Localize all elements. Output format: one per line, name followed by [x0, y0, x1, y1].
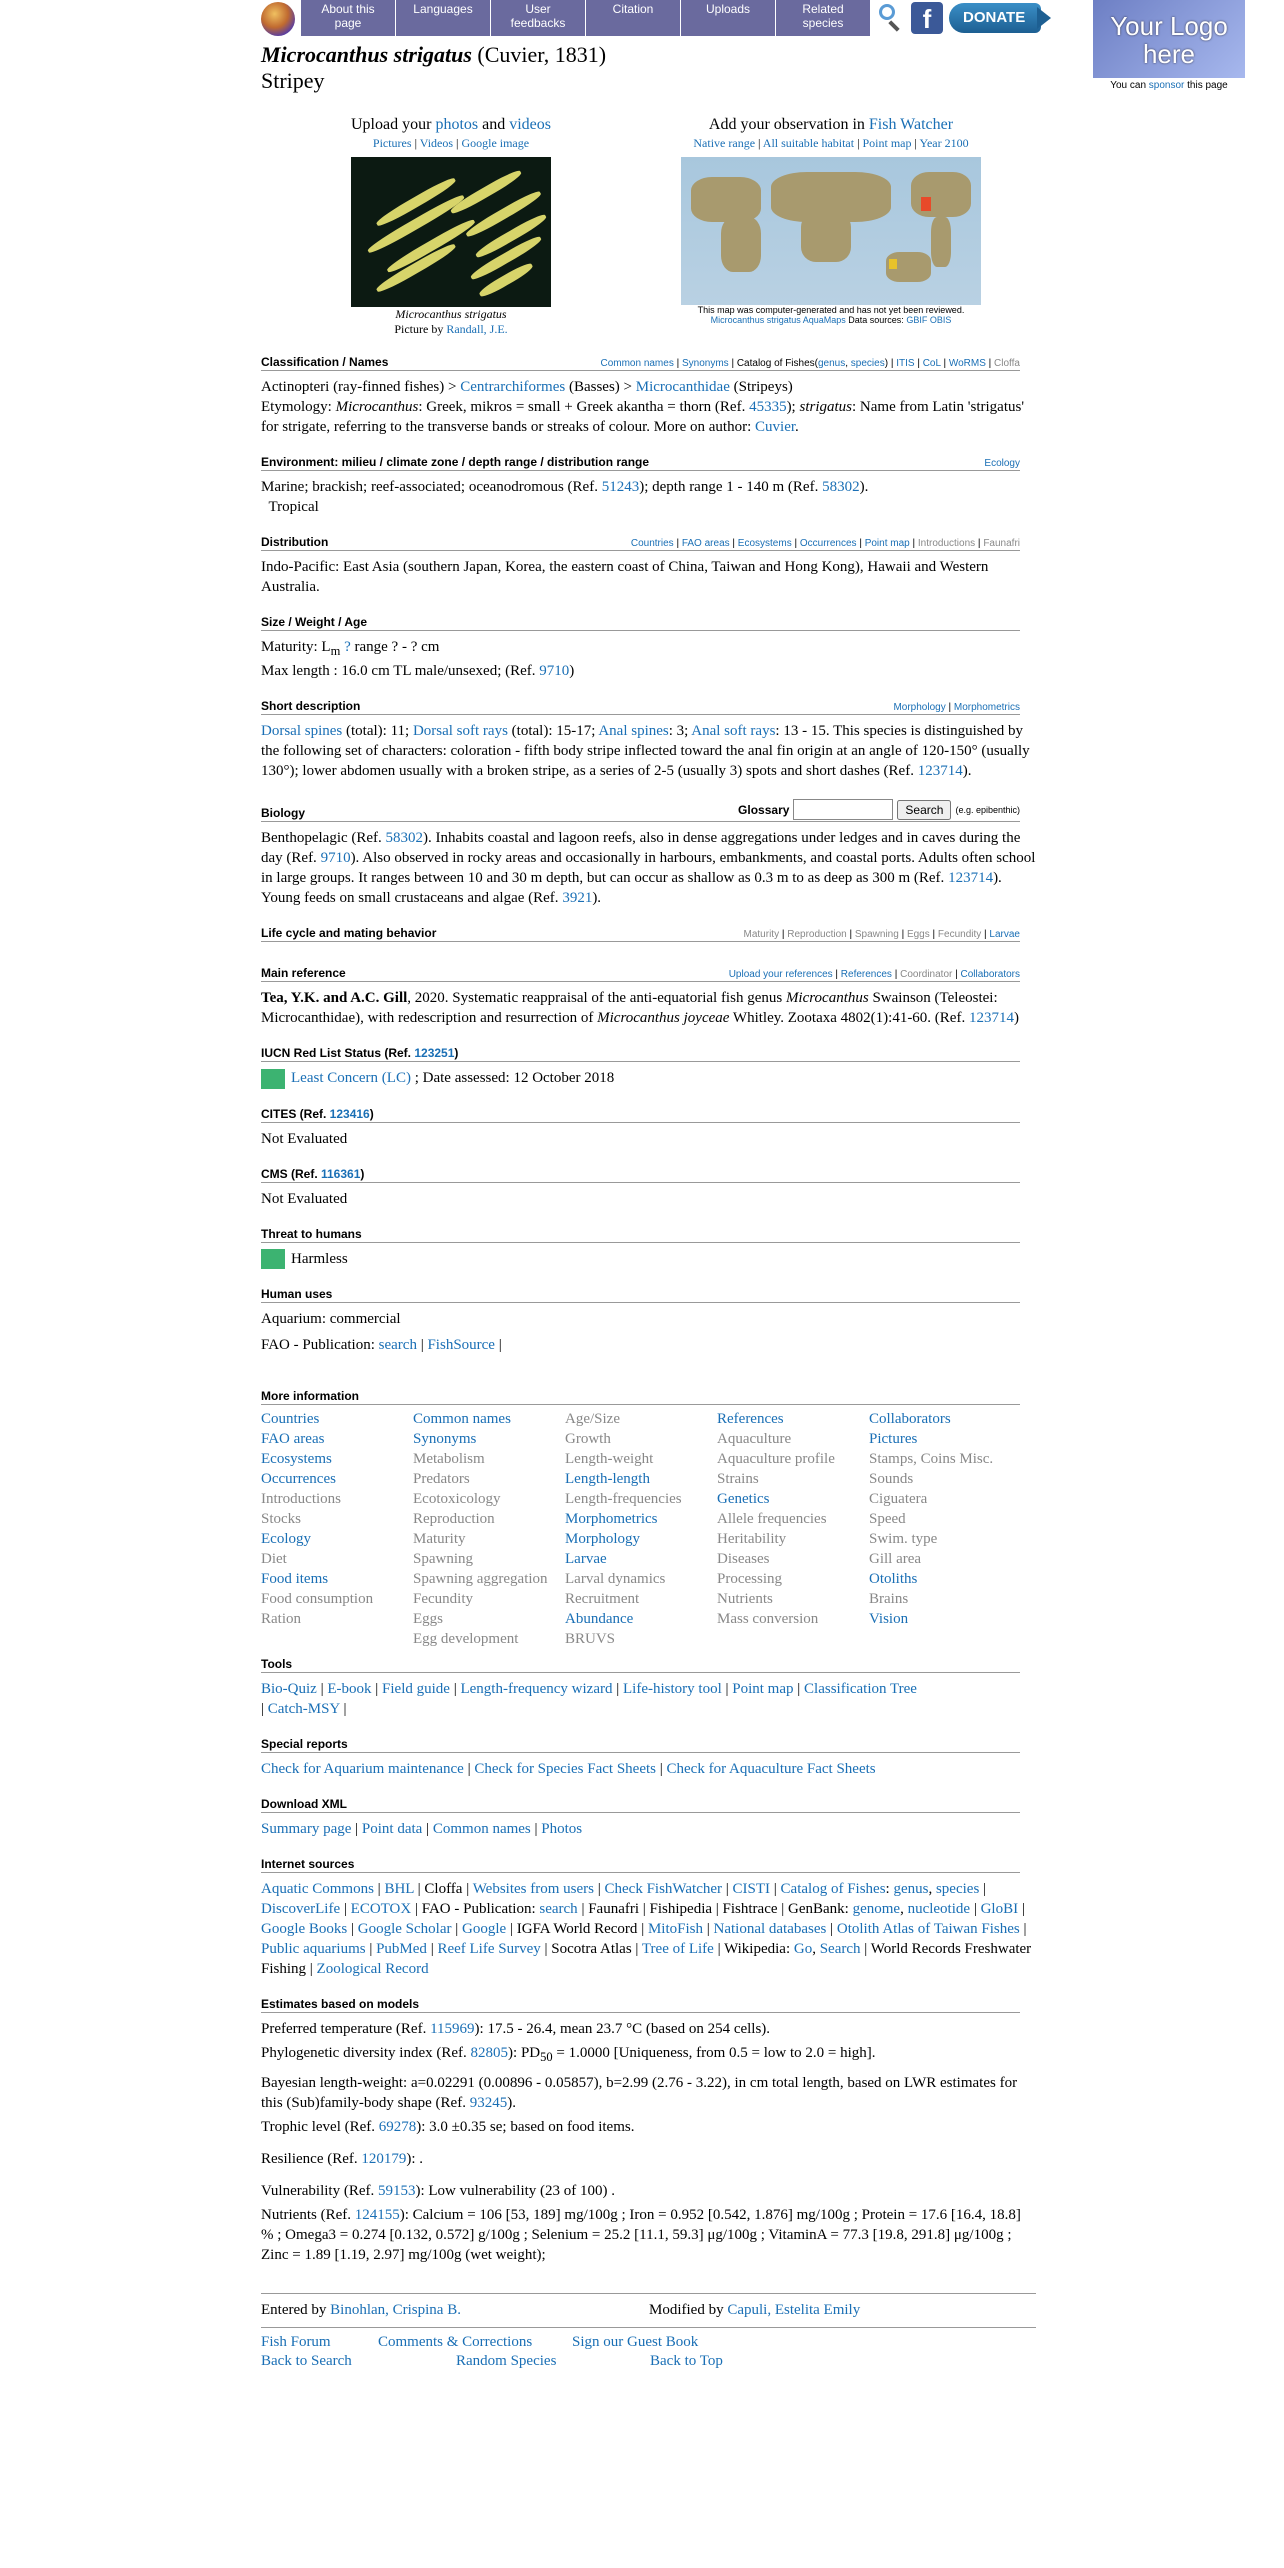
videos-link[interactable]: Videos — [419, 136, 454, 150]
more-info-column — [413, 1409, 565, 1649]
iucn-section: IUCN Red List Status (Ref. 123251) Least Concern (LC) ; Date assessed: 12 October 2018 — [261, 1046, 1021, 1089]
scientific-name: Microcanthus strigatus — [261, 42, 472, 67]
more-info-item: Aquaculture — [717, 1431, 792, 1448]
harmless-swatch — [261, 1249, 285, 1269]
main-reference-section: Main reference Upload your references | References | Coordinator | Collaborators Tea, Y.K. and A.C. Gill, 2020. Systematic reappraisal of the anti-equatorial fish genus Microcanthus Swainson (Teleostei: Microcanthidae), with redescription and resurrection of Microcanthus joyceae Whitley. Zootaxa 4802(1):41-60. (Ref. 123714) — [261, 966, 1020, 1026]
tools-section: Tools Bio-Quiz | E-book | Field guide | Length-frequency wizard | Life-history tool | Point map | Classification Tree | Catch-MSY | — [261, 1657, 1021, 1719]
random-species-link[interactable]: Random Species — [456, 2353, 557, 2370]
more-info-item: Diseases — [717, 1551, 770, 1568]
more-info-item: Ciguatera — [869, 1491, 928, 1508]
cites-section: CITES (Ref. 123416) Not Evaluated — [261, 1107, 1021, 1149]
more-info-item: Introductions — [261, 1491, 341, 1508]
status-swatch — [261, 1069, 285, 1089]
globe-icon[interactable] — [261, 2, 295, 36]
more-info-item[interactable]: FAO areas — [261, 1431, 325, 1448]
more-info-item[interactable]: Collaborators — [869, 1411, 951, 1428]
family-link[interactable]: Microcanthidae — [635, 379, 730, 395]
size-section: Size / Weight / Age Maturity: $L_m$ ? range ? - ? cm Max length : 16.0 cm TL male/unsexed; (Ref. 9710) — [261, 615, 1021, 681]
map-note: This map was computer-generated and has not yet been reviewed. — [697, 305, 965, 315]
more-info-item: Ration — [261, 1611, 301, 1628]
more-info-item: Larval dynamics — [565, 1571, 666, 1588]
estimates-section: Estimates based on models Preferred temperature (Ref. 115969): 17.5 - 26.4, mean 23.7 °C (based on 254 cells). Phylogenetic diversity index (Ref. 82805): $PD_{50} = 1.0000$ [Uniqueness, from 0.5 = low to 2.0 = high]. Bayesian length-weight: a=0.02291 (0.00896 - 0.05857), b=2.99 (2.76 - 3.22), in cm total length, based on LWR estimates for this (Sub)family-body shape (Ref. 93245). Trophic level (Ref. 69278): 3.0 ±0.35 se; based on food items. Resilience (Ref. 120179): . Vulnerability (Ref. 59153): Low vulnerability (23 of 100) . Nutrients (Ref. 124155): Calcium = 106 [53, 189] mg/100g ; Iron = 0.952 [0.542, 1.876] mg/100g ; Protein = 17.6 [16.4, 18.8] % ; Omega3 = 0.274 [0.132, 0.572] g/100g ; Selenium = 25.2 [11.1, 59.3] μg/100g ; VitaminA = 77.3 [19.8, 291.8] μg/100g ; Zinc = 1.89 [1.19, 2.97] mg/100g (wet weight); — [261, 1997, 1021, 2264]
author-link[interactable]: Cuvier — [755, 419, 796, 435]
fish-watcher-link[interactable]: Fish Watcher — [868, 116, 954, 133]
sponsor-note: You can sponsor this page — [1110, 80, 1228, 91]
classification-section: Classification / Names Common names | Synonyms | Catalog of Fishes(genus, species) | ITIS | CoL | WoRMS | Cloffa Actinopteri (ray-finned fishes) > Centrarchiformes (Basses) > Microcanthidae (Stripeys) Etymology: Microcanthus: Greek, mikros = small + Greek akantha = thorn (Ref. 45335); strigatus: Name from Latin 'strigatus' for strigate, referring to the transverse bands or streaks of colour. More on author: Cuvier. — [261, 355, 1025, 435]
species-photo[interactable] — [351, 157, 551, 307]
more-info-item: Stocks — [261, 1511, 302, 1528]
species-summary — [261, 42, 1036, 2370]
back-to-top-link[interactable]: Back to Top — [650, 2353, 723, 2370]
nav-related-species[interactable]: Related species — [776, 0, 871, 36]
more-info-item: Length-frequencies — [565, 1491, 682, 1508]
more-info-item[interactable]: Larvae — [565, 1551, 607, 1568]
more-info-item: Metabolism — [413, 1451, 485, 1468]
more-info-item[interactable]: Morphometrics — [565, 1511, 658, 1528]
more-info-item: Food consumption — [261, 1591, 374, 1608]
more-info-column — [261, 1409, 413, 1649]
ecology-link[interactable]: Ecology — [984, 458, 1020, 469]
more-info-item[interactable]: Occurrences — [261, 1471, 336, 1488]
back-to-search-link[interactable]: Back to Search — [261, 2353, 352, 2370]
nav-languages[interactable]: Languages — [396, 0, 491, 36]
more-info-item: Stamps, Coins Misc. — [869, 1451, 994, 1468]
more-info-item: Brains — [869, 1591, 909, 1608]
data-sources-link[interactable]: GBIF OBIS — [906, 315, 952, 325]
nav-citation[interactable]: Citation — [586, 0, 681, 36]
more-info-item: Swim. type — [869, 1531, 938, 1548]
entered-by-link[interactable]: Binohlan, Crispina B. — [330, 2302, 461, 2319]
more-info-item[interactable]: Ecosystems — [261, 1451, 332, 1468]
more-info-item: Fecundity — [413, 1591, 473, 1608]
more-info-column — [717, 1409, 869, 1649]
common-name: Stripey — [261, 68, 325, 93]
synonyms-link[interactable]: Synonyms — [681, 358, 729, 369]
more-info-section: More information Countries FAO areas Ecosystems Occurrences Introductions Stocks Ecology Diet Food items Food consumption Ration Common names Synonyms Metabolism Predators Ecotoxicology Reproduction Maturity Spawning Spawning aggregation Fecundity Eggs Egg development Age/Size Growth Length-weight Length-length Length-frequencies Morphometrics Morphology Larvae Larval dynamics Recruitment Abundance BRUVS References Aquaculture Aquaculture profile Strains Genetics Allele frequencies Heritability Diseases Processing Nutrients Mass conversion Collaborators Pictures Stamps, Coins Misc. Sounds Ciguatera Speed Swim. type Gill area Otoliths Brains Vision — [261, 1389, 1021, 1649]
more-info-item: Predators — [413, 1471, 470, 1488]
photo-author-link[interactable]: Randall, J.E. — [446, 322, 508, 336]
life-cycle-section: Life cycle and mating behavior Maturity | Reproduction | Spawning | Eggs | Fecundity | Larvae — [261, 926, 1020, 940]
more-info-item[interactable]: Otoliths — [869, 1571, 918, 1588]
more-info-item[interactable]: Pictures — [869, 1431, 918, 1448]
more-info-item[interactable]: Genetics — [717, 1491, 770, 1508]
internet-sources-section: Internet sources Aquatic Commons | BHL | Cloffa | Websites from users | Check FishWatcher | CISTI | Catalog of Fishes: genus, species | DiscoverLife | ECOTOX | FAO - Publication: search | Faunafri | Fishipedia | Fishtrace | GenBank: genome, nucleotide | GloBI | Google Books | Google Scholar | Google | IGFA World Record | MitoFish | National databases | Otolith Atlas of Taiwan Fishes | Public aquariums | PubMed | Reef Life Survey | Socotra Atlas | Tree of Life | Wikipedia: Go, Search | World Records Freshwater Fishing | Zoological Record — [261, 1857, 1032, 1978]
more-info-item[interactable]: Common names — [413, 1411, 511, 1428]
more-info-item: Diet — [261, 1551, 287, 1568]
cms-section: CMS (Ref. 116361) Not Evaluated — [261, 1167, 1021, 1209]
more-info-item: Aquaculture profile — [717, 1451, 835, 1468]
more-info-item: Spawning — [413, 1551, 473, 1568]
more-info-grid — [261, 1409, 1021, 1649]
more-info-item: Gill area — [869, 1551, 922, 1568]
distribution-section: Distribution Countries | FAO areas | Ecosystems | Occurrences | Point map | Introductions | Faunafri Indo-Pacific: East Asia (southern Japan, Korea, the eastern coast of China, Taiwan and Hong Kong), Hawaii and Western Australia. — [261, 535, 1020, 595]
page-footer: Entered by Binohlan, Crispina B. Modified by Capuli, Estelita Emily Fish Forum Comments & Corrections Sign our Guest Book Back to Search Random Species Back to Top — [261, 2293, 1021, 2370]
native-range-link[interactable]: Native range — [693, 136, 756, 150]
modified-by-link[interactable]: Capuli, Estelita Emily — [727, 2302, 861, 2319]
more-info-item[interactable]: Countries — [261, 1411, 320, 1428]
glossary-input[interactable] — [793, 799, 893, 820]
suitable-habitat-link[interactable]: All suitable habitat — [762, 136, 855, 150]
more-info-column — [869, 1409, 1021, 1649]
more-info-item: Processing — [717, 1571, 782, 1588]
more-info-item: BRUVS — [565, 1631, 616, 1648]
more-info-item: Reproduction — [413, 1511, 495, 1528]
more-info-item: Heritability — [717, 1531, 787, 1548]
nav-about[interactable]: About this page — [301, 0, 396, 36]
distribution-map[interactable] — [681, 157, 981, 305]
nav-user-feedbacks[interactable]: User feedbacks — [491, 0, 586, 36]
nav-uploads[interactable]: Uploads — [681, 0, 776, 36]
fish-forum-link[interactable]: Fish Forum — [261, 2334, 331, 2351]
human-uses-section: Human uses Aquarium: commercial FAO - Publication: search | FishSource | — [261, 1287, 1021, 1355]
more-info-item: Maturity — [413, 1531, 466, 1548]
more-info-item: Speed — [869, 1511, 906, 1528]
point-map-link[interactable]: Point map — [862, 136, 912, 150]
more-info-item: Ecotoxicology — [413, 1491, 501, 1508]
google-image-link[interactable]: Google image — [461, 136, 530, 150]
year-2100-link[interactable]: Year 2100 — [919, 136, 969, 150]
pictures-link[interactable]: Pictures — [372, 136, 412, 150]
more-info-item: Length-weight — [565, 1451, 654, 1468]
species-author: (Cuvier, 1831) — [477, 42, 607, 67]
upload-photos-link[interactable]: photos — [435, 116, 479, 133]
more-info-item: Spawning aggregation — [413, 1571, 548, 1588]
upload-videos-link[interactable]: videos — [509, 116, 551, 133]
more-info-item: Mass conversion — [717, 1611, 819, 1628]
more-info-item: Recruitment — [565, 1591, 640, 1608]
sponsor-logo-placeholder[interactable]: Your Logo here — [1093, 0, 1245, 78]
short-description-section: Short description Morphology | Morphometrics Dorsal spines (total): 11; Dorsal soft rays (total): 15-17; Anal spines: 3; Anal soft rays: 13 - 15. This species is distinguished by the following set of characters: coloration - fifth body stripe inflected toward the anal fin origin at an angle of 120-150° (usually 130°); lower abdomen usually with a broken stripe, as a series of 2-5 (usually 3) spots and short dashes (Ref. 123714). — [261, 699, 1030, 779]
environment-section: Environment: milieu / climate zone / depth range / distribution range Ecology Marine; brackish; reef-associated; oceanodromous (Ref. 51243); depth range 1 - 140 m (Ref. 58302). Tropical — [261, 455, 1020, 515]
download-xml-section: Download XML Summary page | Point data | Common names | Photos — [261, 1797, 1021, 1839]
more-info-item[interactable]: References — [717, 1411, 784, 1428]
comments-corrections-link[interactable]: Comments & Corrections — [378, 2334, 533, 2351]
more-info-item[interactable]: Food items — [261, 1571, 329, 1588]
guest-book-link[interactable]: Sign our Guest Book — [572, 2334, 699, 2351]
more-info-item[interactable]: Synonyms — [413, 1431, 477, 1448]
more-info-item[interactable]: Abundance — [565, 1611, 634, 1628]
more-info-item[interactable]: Vision — [869, 1611, 909, 1628]
iucn-status-link[interactable]: Least Concern (LC) — [291, 1070, 411, 1086]
threat-section: Threat to humans Harmless — [261, 1227, 1021, 1270]
donate-button[interactable]: DONATE — [949, 3, 1041, 33]
biology-section: Biology Glossary Search (e.g. epibenthic) Benthopelagic (Ref. 58302). Inhabits coastal and lagoon reefs, also in dense aggregations under ledges and in caves during the day (Ref. 9710). Also observed in rocky areas and occasionally in harbours, embankments, and coastal ports. Adults often school in large groups. It ranges between 10 and 30 m depth, but can occur as shallow as 0.3 m to as deep as 300 m (Ref. 123714). Young feeds on small crustaceans and algae (Ref. 3921). — [261, 799, 1021, 908]
photo-column: Upload your photos and videos Pictures | Videos | Google image Microcanthus strigatus Picture by Randall, J.E. — [351, 116, 551, 336]
more-info-item[interactable]: Ecology — [261, 1531, 311, 1548]
more-info-item[interactable]: Morphology — [565, 1531, 640, 1548]
common-names-link[interactable]: Common names — [600, 358, 674, 369]
order-link[interactable]: Centrarchiformes — [460, 379, 566, 395]
aquamaps-link[interactable]: AquaMaps — [802, 315, 846, 325]
more-info-item: Egg development — [413, 1631, 519, 1648]
glossary-search: Glossary Search (e.g. epibenthic) — [738, 799, 1020, 820]
photo-caption: Microcanthus strigatus — [395, 307, 507, 321]
map-column: Add your observation in Fish Watcher Native range | All suitable habitat | Point map | Year 2100 This map was computer-generated and has not yet been reviewed. Microcanthus strigatus AquaMaps Data sources: GBIF OBIS — [641, 116, 1021, 337]
more-info-item: Allele frequencies — [717, 1511, 827, 1528]
more-info-item: Nutrients — [717, 1591, 773, 1608]
more-info-item: Strains — [717, 1471, 759, 1488]
more-info-item: Sounds — [869, 1471, 914, 1488]
more-info-item: Growth — [565, 1431, 611, 1448]
special-reports-section: Special reports Check for Aquarium maintenance | Check for Species Fact Sheets | Check for Aquaculture Fact Sheets — [261, 1737, 1021, 1779]
glossary-search-button[interactable]: Search — [897, 800, 951, 820]
media-panel — [261, 116, 1021, 337]
sponsor-link[interactable]: sponsor — [1148, 80, 1185, 91]
more-info-item[interactable]: Length-length — [565, 1471, 650, 1488]
top-nav — [261, 0, 1041, 36]
more-info-column — [565, 1409, 717, 1649]
facebook-icon[interactable]: f — [911, 2, 943, 34]
more-info-item: Age/Size — [565, 1411, 620, 1428]
more-info-item: Eggs — [413, 1611, 443, 1628]
page-title — [261, 42, 1021, 68]
search-icon[interactable] — [875, 2, 905, 32]
